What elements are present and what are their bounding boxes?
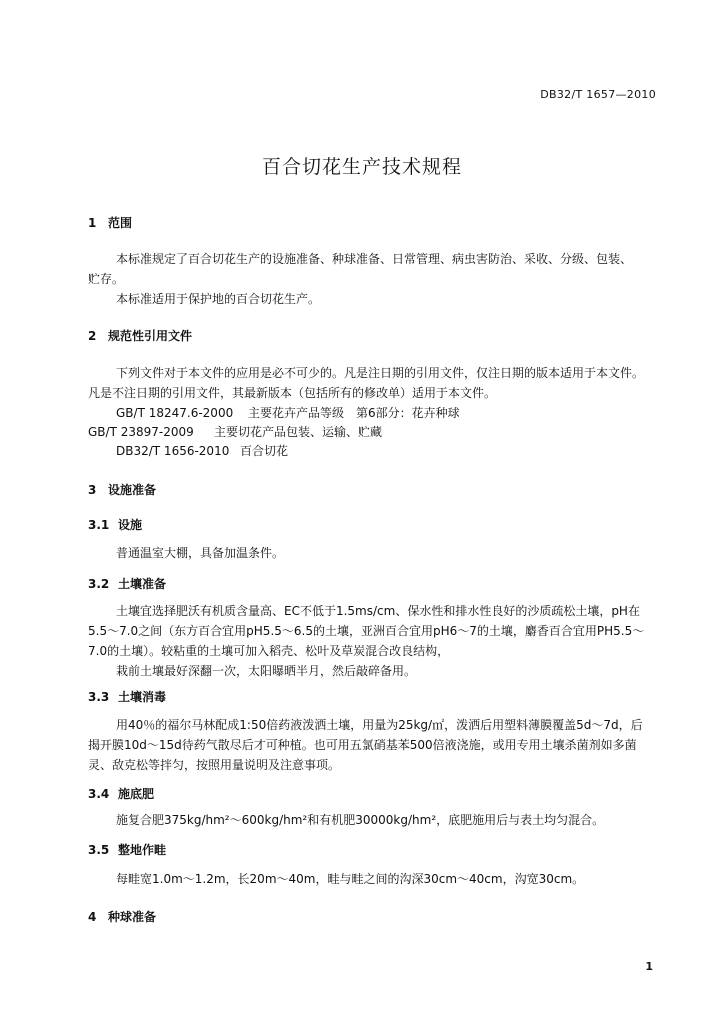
subsection-title: 土壤准备 bbox=[118, 577, 167, 591]
section-heading-3 bbox=[88, 481, 156, 498]
subsection-title: 土壤消毒 bbox=[118, 690, 167, 704]
paragraph-continuation: 灵、敌克松等拌匀，按照用量说明及注意事项。 bbox=[88, 758, 341, 772]
page-number: 1 bbox=[645, 960, 653, 973]
subsection-number: 3.5 bbox=[88, 843, 110, 857]
reference-title: 主要花卉产品等级 第6部分：花卉种球 bbox=[248, 406, 460, 420]
subsection-title: 设施 bbox=[118, 518, 143, 532]
section-heading-2 bbox=[88, 327, 192, 344]
reference-code: GB/T 23897-2009 bbox=[88, 425, 194, 439]
paragraph: 普通温室大棚，具备加温条件。 bbox=[116, 546, 285, 560]
paragraph: 本标准适用于保护地的百合切花生产。 bbox=[116, 292, 321, 306]
reference-title: 百合切花 bbox=[240, 444, 289, 458]
section-title: 设施准备 bbox=[108, 483, 157, 497]
subsection-title: 整地作畦 bbox=[118, 843, 167, 857]
subsection-title: 施底肥 bbox=[118, 787, 155, 801]
paragraph: 本标准规定了百合切花生产的设施准备、种球准备、日常管理、病虫害防治、采收、分级、包装、 bbox=[116, 252, 633, 266]
reference-item bbox=[88, 423, 382, 440]
paragraph: 下列文件对于本文件的应用是必不可少的。凡是注日期的引用文件，仅注日期的版本适用于本文件。 bbox=[116, 366, 645, 380]
subsection-number: 3.2 bbox=[88, 577, 110, 591]
subsection-heading-3-1 bbox=[88, 516, 142, 533]
reference-item bbox=[116, 442, 288, 459]
section-number: 4 bbox=[88, 910, 97, 924]
paragraph: 土壤宜选择肥沃有机质含量高、EC不低于1.5ms/cm、保水性和排水性良好的沙质疏松土壤，pH在 bbox=[116, 604, 640, 618]
subsection-heading-3-2 bbox=[88, 575, 166, 592]
paragraph: 栽前土壤最好深翻一次，太阳曝晒半月，然后敲碎备用。 bbox=[116, 664, 417, 678]
subsection-heading-3-4 bbox=[88, 785, 154, 802]
section-number: 3 bbox=[88, 483, 97, 497]
paragraph-continuation: 凡是不注日期的引用文件，其最新版本（包括所有的修改单）适用于本文件。 bbox=[88, 386, 497, 400]
paragraph: 用40％的福尔马林配成1:50倍药液泼洒土壤，用量为25kg/㎡，泼洒后用塑料薄膜覆盖5d～7d，后 bbox=[116, 718, 643, 732]
standard-number: DB32/T 1657—2010 bbox=[540, 88, 656, 101]
section-title: 范围 bbox=[108, 216, 133, 230]
section-heading-4 bbox=[88, 908, 156, 925]
paragraph-continuation: 5.5～7.0之间（东方百合宜用pH5.5～6.5的土壤，亚洲百合宜用pH6～7的土壤，麝香百合宜用PH5.5～ bbox=[88, 624, 645, 638]
paragraph-continuation: 贮存。 bbox=[88, 272, 125, 286]
paragraph-continuation: 揭开膜10d～15d待药气散尽后才可种植。也可用五氯硝基苯500倍液浇施，或用专用土壤杀菌剂如多菌 bbox=[88, 738, 637, 752]
section-title: 种球准备 bbox=[108, 910, 157, 924]
reference-code: GB/T 18247.6-2000 bbox=[116, 406, 234, 420]
subsection-number: 3.1 bbox=[88, 518, 110, 532]
document-title: 百合切花生产技术规程 bbox=[261, 156, 462, 178]
reference-title: 主要切花产品包装、运输、贮藏 bbox=[214, 425, 383, 439]
paragraph-continuation: 7.0的土壤）。较粘重的土壤可加入稻壳、松叶及草炭混合改良结构， bbox=[88, 644, 450, 658]
paragraph: 施复合肥375kg/hm²～600kg/hm²和有机肥30000kg/hm²，底肥施用后与表土均匀混合。 bbox=[116, 813, 605, 827]
section-title: 规范性引用文件 bbox=[108, 329, 193, 343]
subsection-heading-3-3 bbox=[88, 688, 166, 705]
subsection-number: 3.4 bbox=[88, 787, 110, 801]
section-number: 2 bbox=[88, 329, 97, 343]
section-heading-1 bbox=[88, 214, 132, 231]
reference-item bbox=[116, 404, 460, 421]
reference-code: DB32/T 1656-2010 bbox=[116, 444, 230, 458]
paragraph: 每畦宽1.0m～1.2m，长20m～40m，畦与畦之间的沟深30cm～40cm，沟宽30cm。 bbox=[116, 872, 585, 886]
subsection-number: 3.3 bbox=[88, 690, 110, 704]
section-number: 1 bbox=[88, 216, 97, 230]
subsection-heading-3-5 bbox=[88, 841, 166, 858]
